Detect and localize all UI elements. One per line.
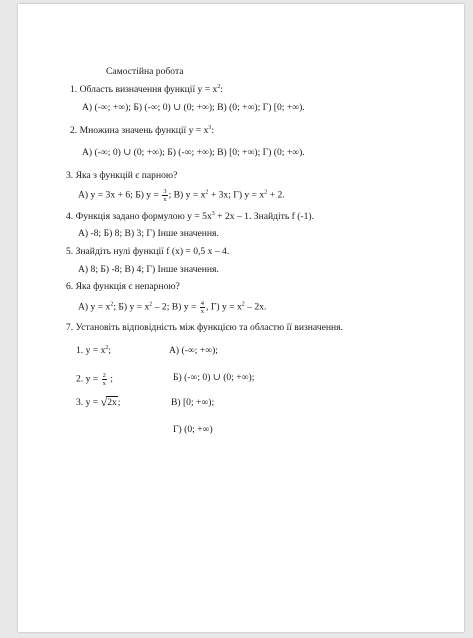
question-6-option-a: А) y = x [78, 301, 111, 313]
question-1-exponent: 2 [217, 84, 221, 90]
question-6 [66, 281, 180, 293]
match-function-1 [76, 345, 111, 357]
question-2-exponent: 3 [208, 125, 212, 131]
question-6-number: 6. [66, 281, 74, 292]
document-page [18, 4, 464, 632]
question-7-text: Установіть відповідність між функцією та областю її визначення. [75, 322, 343, 333]
question-2-colon: : [211, 125, 215, 136]
question-1-text: Область визначення функції y = x [79, 84, 218, 95]
match-function-2-tail: ; [110, 373, 113, 385]
question-3-exponent-2: 2 [264, 189, 268, 196]
question-3-option-b: ; В) y = x [168, 189, 206, 201]
question-6-option-d: , Г) y = x [206, 301, 242, 313]
question-1-options: А) (-∞; +∞); Б) (-∞; 0) ∪ (0; +∞); В) (0; +∞); Г) [0; +∞). [82, 102, 305, 113]
question-6-option-c: – 2; В) y = [152, 301, 197, 313]
question-6-exponent-2: 2 [149, 301, 153, 308]
match-function-2-fraction [102, 372, 107, 387]
question-7-number: 7. [66, 322, 74, 333]
document-title: Самостійна робота [106, 66, 184, 77]
match-function-2-numerator: 2 [102, 372, 106, 379]
question-7 [66, 322, 343, 334]
match-function-2 [76, 372, 113, 387]
match-domain-b: Б) (-∞; 0) ∪ (0; +∞); [173, 372, 255, 383]
match-function-3-text: 3. y = [76, 397, 99, 408]
question-1 [70, 84, 223, 96]
match-domain-a: А) (-∞; +∞); [169, 345, 218, 356]
question-4-text: Функція задано формулою y = 5x [75, 211, 212, 222]
question-5 [66, 246, 229, 258]
question-3-text: Яка з функцій є парною? [75, 170, 178, 181]
question-5-options: А) 8; Б) -8; В) 4; Г) Інше значення. [78, 264, 219, 275]
match-function-2-denominator: x [102, 380, 106, 387]
question-6-options [78, 300, 266, 315]
question-6-option-e: – 2x. [244, 301, 267, 313]
question-3-exponent-1: 2 [205, 189, 209, 196]
question-3-fraction-numerator: 3 [163, 188, 167, 195]
match-function-1-text: 1. y = x [76, 345, 106, 356]
question-2 [70, 125, 214, 137]
match-domain-d: Г) (0; +∞) [173, 424, 213, 435]
question-3-option-c: + 3x; Г) y = x [208, 189, 265, 201]
sqrt-symbol: √2x [100, 395, 117, 409]
match-function-1-exponent: 2 [105, 345, 109, 351]
question-3-options [78, 188, 285, 203]
question-2-number: 2. [70, 125, 78, 136]
question-6-text: Яка функція є непарною? [75, 281, 180, 292]
question-4-options: А) -8; Б) 8; В) 3; Г) Інше значення. [78, 228, 219, 239]
question-3 [66, 170, 177, 182]
question-1-colon: : [220, 84, 223, 95]
match-function-2-text: 2. y = [76, 373, 99, 385]
question-1-number: 1. [70, 84, 78, 95]
question-6-fraction [200, 300, 205, 315]
match-function-3-tail: ; [117, 397, 121, 408]
question-4-text-tail: + 2x – 1. Знайдіть f (-1). [214, 211, 314, 222]
match-domain-c: В) [0; +∞); [171, 397, 215, 408]
question-6-fraction-numerator: 4 [200, 300, 205, 307]
question-6-option-b: ; Б) y = x [113, 301, 150, 313]
question-4-exponent: 3 [211, 211, 215, 217]
question-6-exponent-1: 2 [110, 301, 114, 308]
match-function-3 [76, 397, 120, 409]
question-4-number: 4. [66, 211, 74, 222]
question-5-text: Знайдіть нулі функції f (x) = 0,5 x – 4. [75, 246, 230, 257]
question-4 [66, 211, 314, 223]
question-6-fraction-denominator: x [200, 308, 205, 315]
match-function-1-tail: ; [108, 345, 112, 356]
question-3-fraction-denominator: x [163, 196, 167, 203]
question-3-option-d: + 2. [267, 189, 285, 201]
question-3-option-a: А) y = 3x + 6; Б) y = [78, 189, 159, 201]
question-5-number: 5. [66, 246, 74, 257]
question-2-options: А) (-∞; 0) ∪ (0; +∞); Б) (-∞; +∞); В) [0; +∞); Г) (0; +∞). [82, 147, 305, 158]
question-3-fraction [162, 188, 167, 203]
question-6-exponent-3: 2 [241, 301, 245, 308]
question-3-number: 3. [66, 170, 74, 181]
match-function-3-radicand: 2x [107, 397, 117, 408]
question-2-text: Множина значень функції y = x [79, 125, 209, 136]
